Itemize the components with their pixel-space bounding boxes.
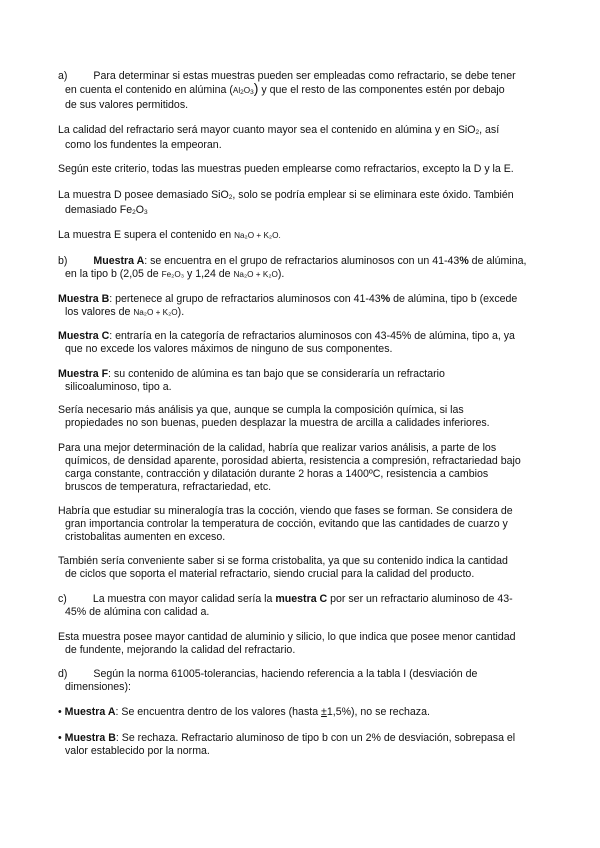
paragraph-muestra-d [58,189,548,219]
nak-formula: Na₂O + K₂O. [234,231,281,240]
fe2o3-formula: Fe₂O₃ [161,270,185,279]
paragraph-text: : entraría en la categoría de refractarios aluminosos con 43-45% de alúmina, tipo a, ya [109,330,515,342]
paragraph-text: 1,5%), no se rechaza. [326,706,430,718]
paragraph-line: Habría que estudiar su mineralogía tras la cocción, viendo que fases se forman. Se considera de [58,505,513,517]
sample-label: Muestra C [58,330,110,342]
paragraph-text: ). [277,268,285,280]
percent-sign: % [380,293,391,305]
paragraph-text: : pertenece al grupo de refractarios aluminosos con 41-43 [109,293,381,305]
sample-label: Muestra A [93,255,145,267]
sample-label: Muestra B [64,732,116,744]
section-b [58,255,548,281]
paragraph-muestra-f [58,368,548,394]
section-c [58,593,548,619]
paragraph-muestra-b [58,293,548,319]
nak-formula: Na₂O + K₂O [233,270,278,279]
paragraph-text: y 1,24 de [184,268,234,280]
paragraph-text: los valores de [65,306,134,318]
sample-label: Muestra A [64,706,116,718]
paragraph-text: : se encuentra en el grupo de refractarios aluminosos con un 41-43 [144,255,460,267]
paragraph-text: Según la norma 61005-tolerancias, haciendo referencia a la tabla I (desviación de [93,668,478,680]
paragraph-line: químicos, de densidad aparente, porosidad abierta, resistencia a compresión, refractariedad bajo [65,455,521,467]
paragraph-line: bruscos de temperatura, refractariedad, etc. [65,481,272,493]
paragraph-line: como los fundentes la empeoran. [65,139,222,151]
paragraph-text: demasiado [65,204,120,216]
paragraph-text: ). [177,306,185,318]
paragraph-text: de alúmina, tipo b (excede [390,293,518,305]
bullet-muestra-a [58,706,548,719]
paragraph-text: en la tipo b (2,05 de [65,268,162,280]
paragraph-line: cristobalitas aumenten en exceso. [65,531,226,543]
paragraph-line: propiedades no son buenas, pueden desplazar la muestra de arcilla a calidades inferiores. [65,417,490,429]
paragraph-line: valor establecido por la norma. [65,745,210,757]
paragraph-line: de fundente, mejorando la calidad del refractario. [65,644,296,656]
alumina-formula: Al2O3 [232,86,254,96]
list-marker: d) [58,668,68,680]
bullet-muestra-b [58,732,548,758]
paragraph-text: , solo se podría emplear si se eliminara este óxido. También [232,189,514,201]
paragraph-line: de sus valores permitidos. [65,99,189,111]
paragraph-muestra-c [58,330,548,356]
paragraph-line: gran importancia controlar la temperatura de cocción, evitando que las cantidades de cuarzo y [65,518,508,530]
paragraph-text: por ser un refractario aluminoso de 43- [327,593,513,605]
paragraph-line: silicoaluminoso, tipo a. [65,381,172,393]
sio2-formula: SiO2 [457,124,480,136]
paragraph-text: La muestra D posee demasiado [58,189,212,201]
paragraph-muestra-e [58,229,548,242]
paragraph-line: También sería conveniente saber si se forma cristobalita, ya que su contenido indica la cantidad [58,555,508,567]
list-marker: b) [58,255,68,267]
paragraph-cristobalita [58,555,548,581]
list-marker: c) [58,593,67,605]
fe2o3-formula: Fe2O3 [119,204,148,216]
paragraph-determinacion [58,442,548,494]
bullet-icon: • [58,732,62,744]
paragraph-line: Para una mejor determinación de la calidad, habría que realizar varios análisis, a parte de los [58,442,497,454]
paragraph-text: : Se rechaza. Refractario aluminoso de tipo b con un 2% de desviación, sobrepasa el [115,732,516,744]
paragraph-criterio [58,163,548,176]
bullet-icon: • [58,706,62,718]
paragraph-line: 45% de alúmina con calidad a. [65,606,210,618]
paragraph-text: La muestra E supera el contenido en [58,229,235,241]
paragraph-line: carga constante, contracción y dilatación durante 2 horas a 1400ºC, resistencia a cambios [65,468,489,480]
paragraph-line: que no excede los valores máximos de ninguno de sus componentes. [65,343,393,355]
paragraph-text: La calidad del refractario será mayor cuanto mayor sea el contenido en alúmina y en [58,124,458,136]
paragraph-text: en cuenta el contenido en alúmina ( [65,84,233,96]
paragraph-text: y que el resto de las componentes estén por debajo [258,84,505,96]
paragraph-analisis [58,404,548,430]
paragraph-mineralogia [58,505,548,544]
paragraph-text: La muestra con mayor calidad sería la [92,593,276,605]
paragraph-aluminio [58,631,548,657]
paren: ) [253,80,259,96]
paragraph-calidad [58,124,548,152]
sample-label: Muestra F [58,368,109,380]
percent-sign: % [459,255,469,267]
paragraph-text: : su contenido de alúmina es tan bajo que se consideraría un refractario [108,368,445,380]
paragraph-text: , así [479,124,500,136]
paragraph-line: dimensiones): [65,681,131,693]
section-a [58,70,548,112]
plus-minus-sign: ± [321,706,327,718]
list-marker: a) [58,70,68,82]
paragraph-text: de alúmina, [468,255,527,267]
section-d [58,668,548,694]
paragraph-line: de ciclos que soporta el material refractario, siendo crucial para la calidad del producto. [65,568,475,580]
sio2-formula: SiO2 [211,189,233,201]
paragraph-line: Para determinar si estas muestras pueden ser empleadas como refractario, se debe tener [93,70,516,82]
paragraph-line: Según este criterio, todas las muestras pueden emplearse como refractarios, excepto la D y la E. [58,163,514,175]
paragraph-text: : Se encuentra dentro de los valores (hasta [115,706,322,718]
nak-formula: Na₂O + K₂O [133,308,178,317]
sample-label: muestra C [275,593,328,605]
paragraph-line: Sería necesario más análisis ya que, aunque se cumpla la composición química, si las [58,404,464,416]
sample-label: Muestra B [58,293,110,305]
paragraph-line: Esta muestra posee mayor cantidad de aluminio y silicio, lo que indica que posee menor cantidad [58,631,516,643]
